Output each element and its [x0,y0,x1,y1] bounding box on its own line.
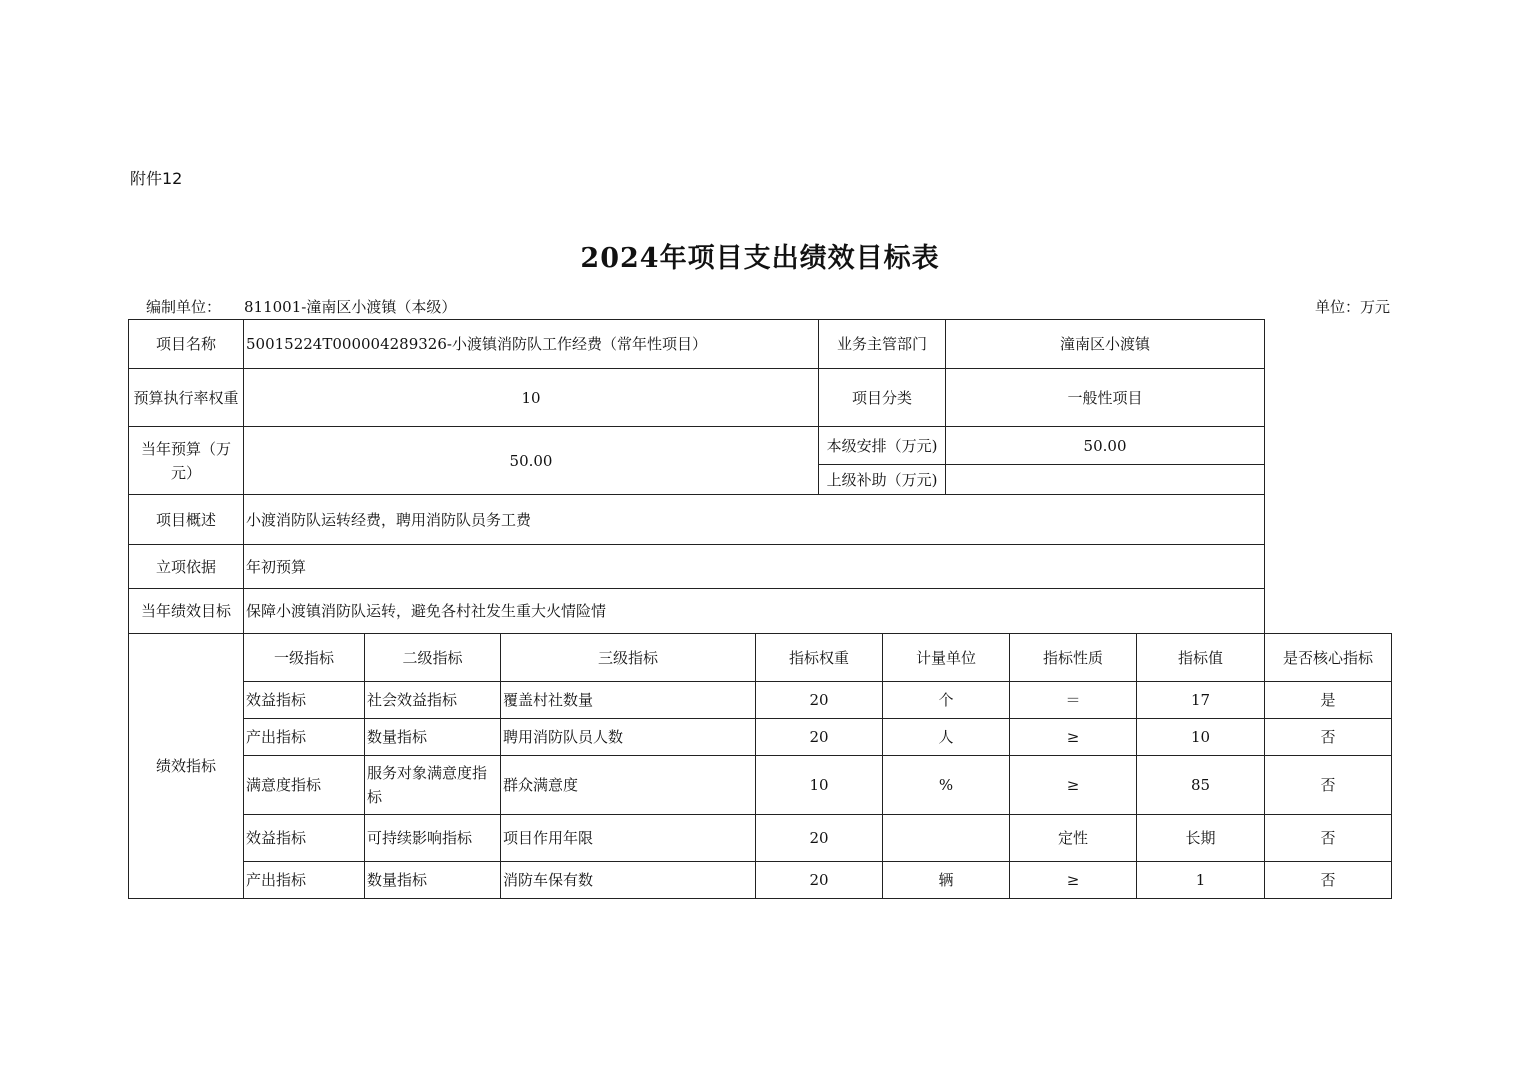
table-row [129,682,1392,719]
dept-label: 业务主管部门 [819,320,946,369]
header-cell: 指标权重 [756,634,883,682]
weight-value: 10 [244,369,819,427]
weight-cell: 20 [756,862,883,899]
local-value: 50.00 [946,427,1265,465]
row-basis [129,545,1392,589]
unit-label: 单位：万元 [1314,298,1390,316]
upper-label: 上级补助（万元) [819,465,946,495]
table-row [129,719,1392,756]
nature-cell: ＝ [1010,682,1137,719]
level2-cell: 可持续影响指标 [365,815,501,862]
category-value: 一般性项目 [946,369,1265,427]
category-label: 项目分类 [819,369,946,427]
unit-cell: 辆 [883,862,1010,899]
value-cell: 17 [1137,682,1265,719]
level3-cell: 聘用消防队员人数 [501,719,756,756]
weight-cell: 20 [756,815,883,862]
indicator-header-row [129,634,1392,682]
value-cell: 长期 [1137,815,1265,862]
level2-cell: 服务对象满意度指标 [365,756,501,815]
core-cell: 否 [1265,815,1392,862]
table-row [129,815,1392,862]
upper-value [946,465,1265,495]
org-line [146,296,456,317]
header-cell: 是否核心指标 [1265,634,1392,682]
basis-label: 立项依据 [129,545,244,589]
name-value: 50015224T000004289326-小渡镇消防队工作经费（常年性项目） [244,320,819,369]
table-row [129,756,1392,815]
nature-cell: ≥ [1010,719,1137,756]
row-goal [129,589,1392,634]
table-row [129,862,1392,899]
core-cell: 否 [1265,719,1392,756]
value-cell: 1 [1137,862,1265,899]
core-cell: 是 [1265,682,1392,719]
level1-cell: 效益指标 [244,815,365,862]
attachment-label: 附件12 [130,169,183,188]
row-overview [129,495,1392,545]
nature-cell: ≥ [1010,756,1137,815]
level2-cell: 数量指标 [365,862,501,899]
header-cell: 三级指标 [501,634,756,682]
level1-cell: 产出指标 [244,862,365,899]
basis-value: 年初预算 [244,545,1265,589]
goal-label: 当年绩效目标 [129,589,244,634]
nature-cell: ≥ [1010,862,1137,899]
level3-cell: 群众满意度 [501,756,756,815]
local-label: 本级安排（万元) [819,427,946,465]
nature-cell: 定性 [1010,815,1137,862]
overview-value: 小渡消防队运转经费，聘用消防队员务工费 [244,495,1265,545]
header-cell: 指标值 [1137,634,1265,682]
budget-label: 当年预算（万元） [129,427,244,495]
header-cell: 一级指标 [244,634,365,682]
unit-cell [883,815,1010,862]
weight-label: 预算执行率权重 [129,369,244,427]
value-cell: 85 [1137,756,1265,815]
weight-cell: 10 [756,756,883,815]
weight-cell: 20 [756,719,883,756]
core-cell: 否 [1265,862,1392,899]
weight-cell: 20 [756,682,883,719]
indicators-label: 绩效指标 [129,634,244,899]
budget-value: 50.00 [244,427,819,495]
performance-table [128,319,1392,899]
unit-cell: 个 [883,682,1010,719]
org-label: 编制单位： [146,298,222,316]
page-title: 2024年项目支出绩效目标表 [580,243,940,274]
header-cell: 计量单位 [883,634,1010,682]
level1-cell: 满意度指标 [244,756,365,815]
goal-value: 保障小渡镇消防队运转，避免各村社发生重大火情险情 [244,589,1265,634]
dept-value: 潼南区小渡镇 [946,320,1265,369]
level1-cell: 效益指标 [244,682,365,719]
unit-cell: 人 [883,719,1010,756]
level2-cell: 社会效益指标 [365,682,501,719]
row-project-name [129,320,1392,369]
unit-cell: % [883,756,1010,815]
core-cell: 否 [1265,756,1392,815]
header-cell: 二级指标 [365,634,501,682]
row-weight [129,369,1392,427]
level3-cell: 项目作用年限 [501,815,756,862]
name-label: 项目名称 [129,320,244,369]
org-value: 811001-潼南区小渡镇（本级） [244,298,457,316]
level3-cell: 覆盖村社数量 [501,682,756,719]
overview-label: 项目概述 [129,495,244,545]
level2-cell: 数量指标 [365,719,501,756]
level3-cell: 消防车保有数 [501,862,756,899]
row-budget [129,427,1392,465]
level1-cell: 产出指标 [244,719,365,756]
value-cell: 10 [1137,719,1265,756]
header-cell: 指标性质 [1010,634,1137,682]
